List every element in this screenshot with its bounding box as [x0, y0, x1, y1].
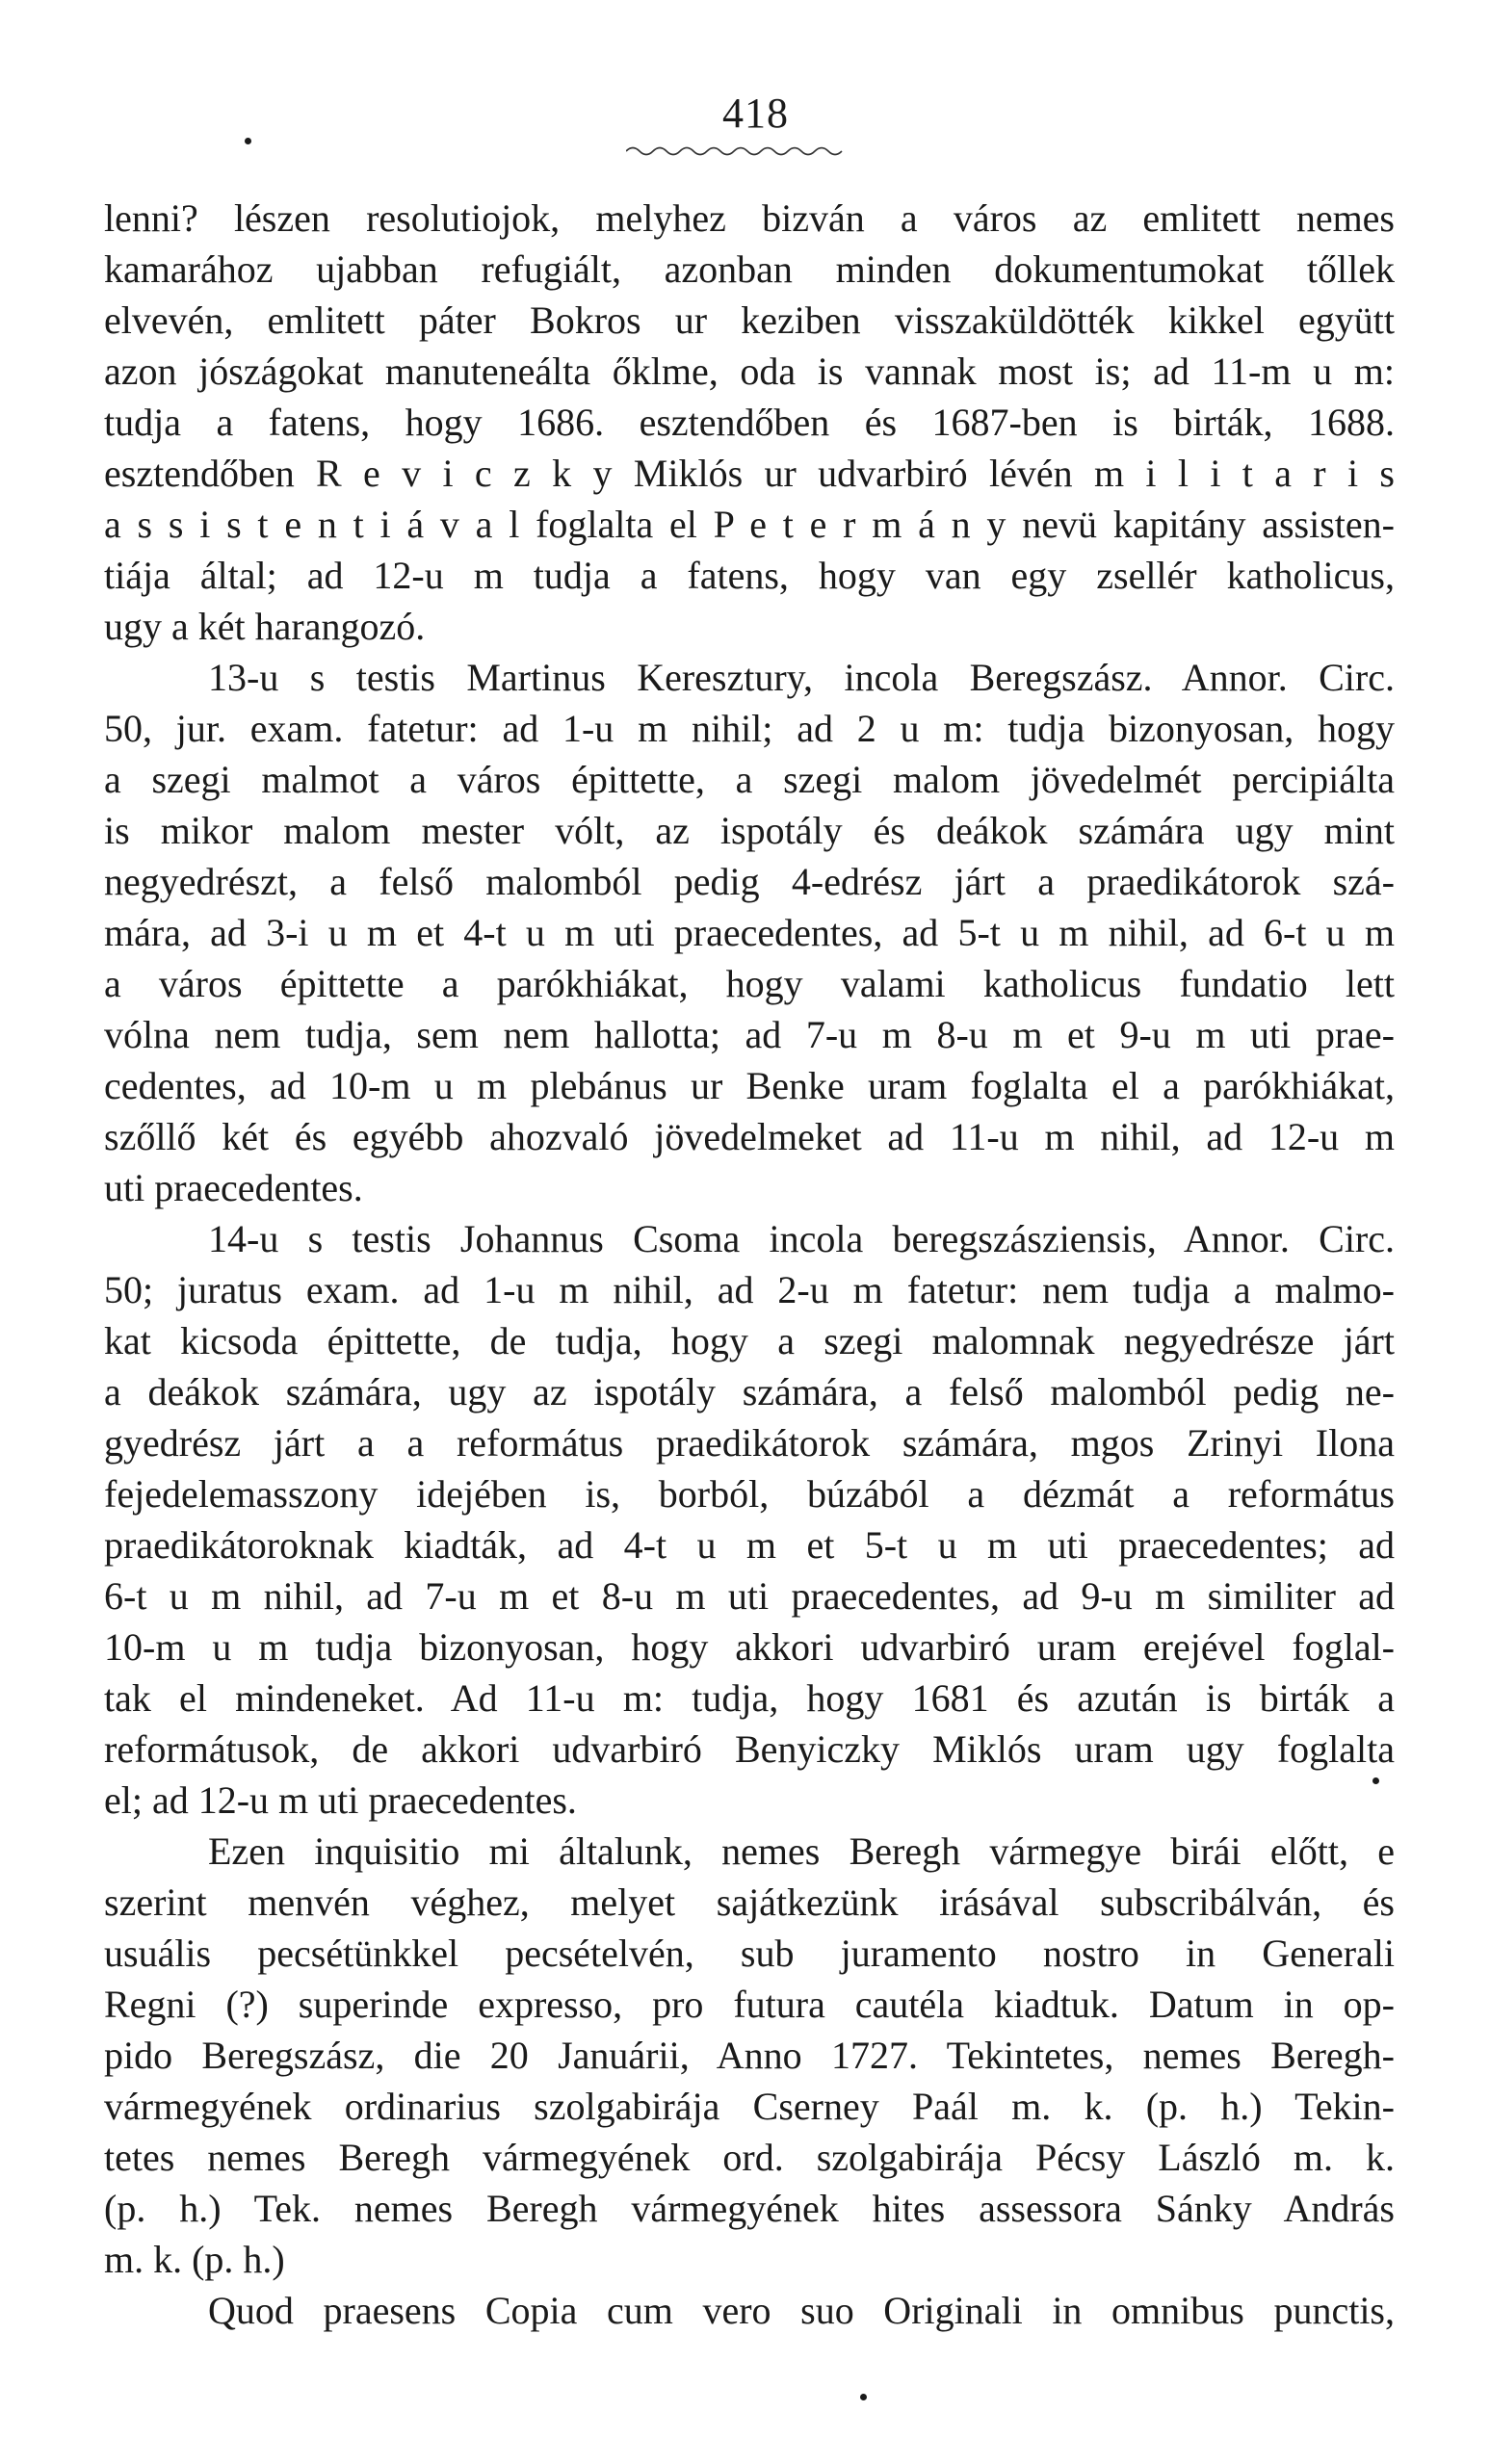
text-line: tetes nemes Beregh vármegyének ord. szolgabirája Pécsy László m. k. [104, 2136, 1395, 2179]
text-line: tudja a fatens, hogy 1686. esztendőben és 1687-ben is birták, 1688. [104, 401, 1395, 444]
text-line: vármegyének ordinarius szolgabirája Cserney Paál m. k. (p. h.) Tekin- [104, 2085, 1395, 2128]
text-line: azon jószágokat manuteneálta őklme, oda is vannak most is; ad 11-m u m: [104, 350, 1395, 393]
text-line: 50; juratus exam. ad 1-u m nihil, ad 2-u m fatetur: nem tudja a malmo- [104, 1268, 1395, 1311]
text-line: m. k. (p. h.) [104, 2238, 285, 2281]
stray-dot-icon [245, 138, 251, 144]
text-line: a s s i s t e n t i á v a l foglalta el P e t e r m á n y nevü kapitány assisten- [104, 503, 1395, 546]
text-line: kat kicsoda épittette, de tudja, hogy a szegi malomnak negyedrésze járt [104, 1319, 1395, 1362]
text-line: 50, jur. exam. fatetur: ad 1-u m nihil; ad 2 u m: tudja bizonyosan, hogy [104, 707, 1395, 750]
text-line: el; ad 12-u m uti praecedentes. [104, 1778, 577, 1822]
text-line: reformátusok, de akkori udvarbiró Benyiczky Miklós uram ugy foglalta [104, 1727, 1395, 1771]
text-line: esztendőben R e v i c z k y Miklós ur udvarbiró lévén m i l i t a r i s [104, 452, 1395, 495]
text-line: usuális pecsétünkkel pecsételvén, sub juramento nostro in Generali [104, 1932, 1395, 1975]
text-line: Regni (?) superinde expresso, pro futura cautéla kiadtuk. Datum in op- [104, 1983, 1395, 2026]
text-line: a város épittette a parókhiákat, hogy valami katholicus fundatio lett [104, 962, 1395, 1005]
text-line: cedentes, ad 10-m u m plebánus ur Benke uram foglalta el a parókhiákat, [104, 1064, 1395, 1107]
text-line: mára, ad 3-i u m et 4-t u m uti praecedentes, ad 5-t u m nihil, ad 6-t u m [104, 911, 1395, 954]
text-line: lenni? lészen resolutiojok, melyhez bizván a város az emlitett nemes [104, 196, 1395, 240]
text-line: ugy a két harangozó. [104, 605, 426, 648]
text-line: tak el mindeneket. Ad 11-u m: tudja, hogy 1681 és azután is birták a [104, 1676, 1395, 1720]
text-line: a szegi malmot a város épittette, a szegi malom jövedelmét percipiálta [104, 758, 1395, 801]
text-line: szerint menvén véghez, melyet sajátkezünk irásával subscribálván, és [104, 1880, 1395, 1924]
text-line: Quod praesens Copia cum vero suo Originali in omnibus punctis, [208, 2289, 1395, 2332]
text-line: gyedrész járt a a református praedikátorok számára, mgos Zrinyi Ilona [104, 1421, 1395, 1465]
stray-dot-icon [860, 2394, 867, 2400]
text-line: (p. h.) Tek. nemes Beregh vármegyének hites assessora Sánky András [104, 2187, 1395, 2230]
text-line: szőllő két és egyébb ahozvaló jövedelmeket ad 11-u m nihil, ad 12-u m [104, 1115, 1395, 1158]
text-line: praedikátoroknak kiadták, ad 4-t u m et 5-t u m uti praecedentes; ad [104, 1523, 1395, 1567]
text-line: 13-u s testis Martinus Keresztury, incola Beregszász. Annor. Circ. [208, 656, 1395, 699]
text-line: 14-u s testis Johannus Csoma incola beregszásziensis, Annor. Circ. [208, 1217, 1395, 1260]
text-line: 6-t u m nihil, ad 7-u m et 8-u m uti praecedentes, ad 9-u m similiter ad [104, 1574, 1395, 1618]
wavy-ornament-icon [626, 144, 848, 158]
text-line: tiája által; ad 12-u m tudja a fatens, hogy van egy zsellér katholicus, [104, 554, 1395, 597]
text-line: pido Beregszász, die 20 Januárii, Anno 1727. Tekintetes, nemes Beregh- [104, 2034, 1395, 2077]
text-line: negyedrészt, a felső malomból pedig 4-edrész járt a praedikátorok szá- [104, 860, 1395, 903]
text-line: 10-m u m tudja bizonyosan, hogy akkori udvarbiró uram erejével foglal- [104, 1625, 1395, 1669]
body-text [104, 193, 1395, 2336]
text-line: a deákok számára, ugy az ispotály számára, a felső malomból pedig ne- [104, 1370, 1395, 1414]
text-line: Ezen inquisitio mi általunk, nemes Beregh vármegye birái előtt, e [208, 1829, 1395, 1873]
text-line: is mikor malom mester vólt, az ispotály és deákok számára ugy mint [104, 809, 1395, 852]
text-line: kamarához ujabban refugiált, azonban minden dokumentumokat tőllek [104, 247, 1395, 291]
page-number: 418 [722, 90, 789, 137]
text-line: uti praecedentes. [104, 1166, 363, 1209]
text-line: elvevén, emlitett páter Bokros ur keziben visszaküldötték kikkel együtt [104, 298, 1395, 342]
text-line: fejedelemasszony idejében is, borból, búzából a dézmát a református [104, 1472, 1395, 1516]
text-line: vólna nem tudja, sem nem hallotta; ad 7-u m 8-u m et 9-u m uti prae- [104, 1013, 1395, 1056]
